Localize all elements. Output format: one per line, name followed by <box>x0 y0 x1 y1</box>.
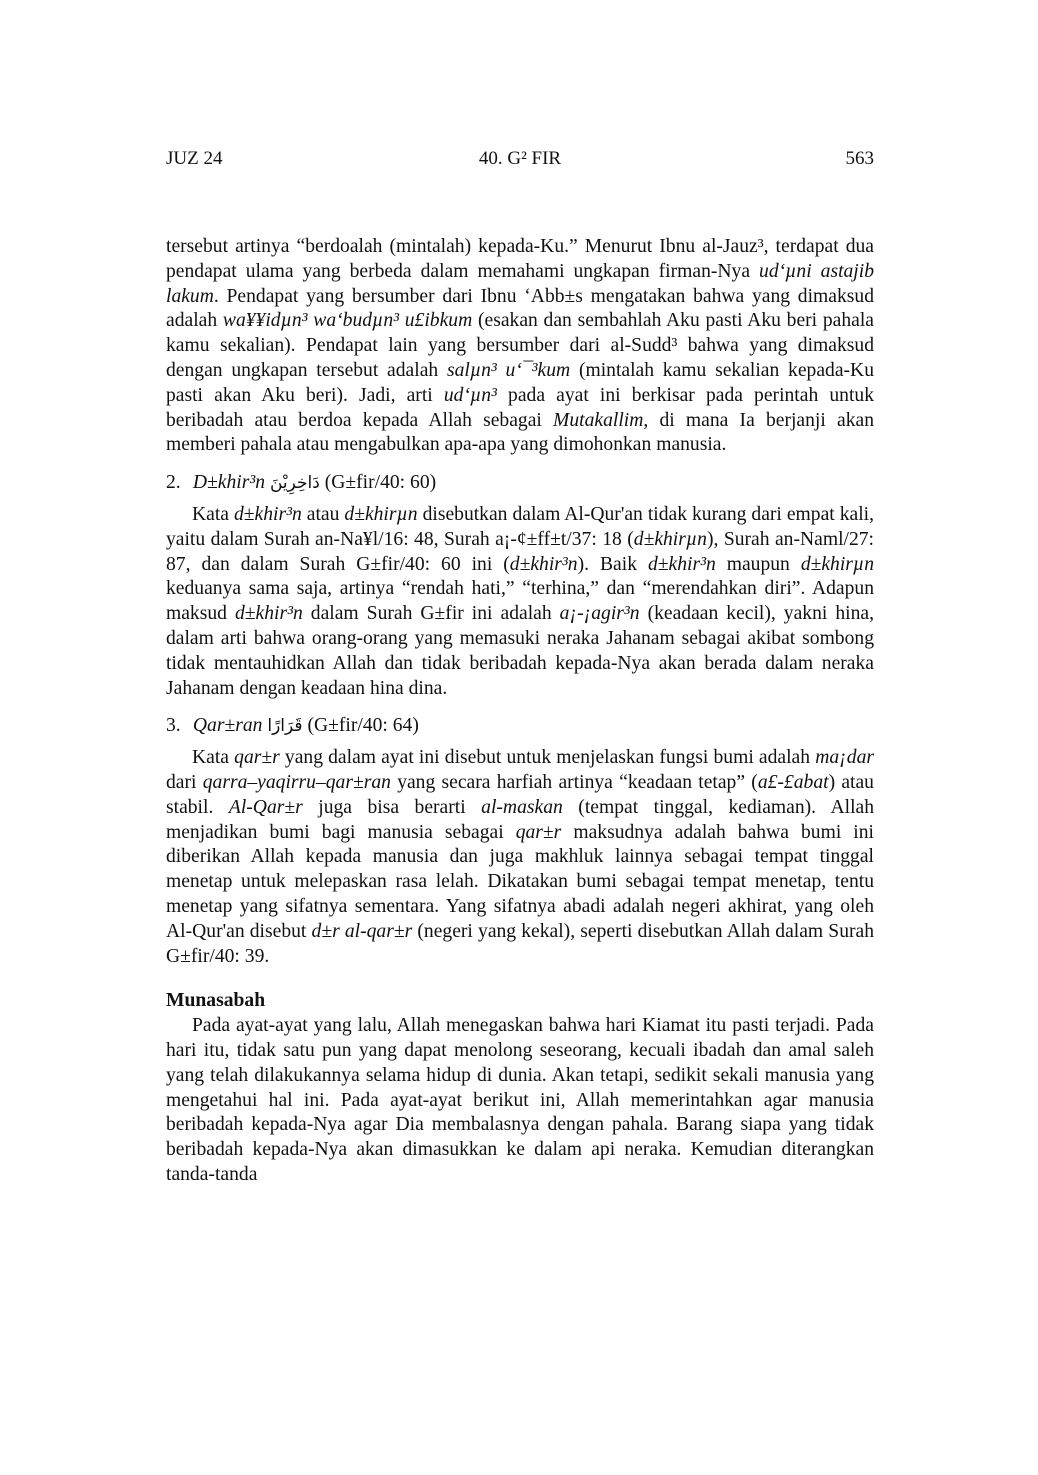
item-2-paragraph <box>166 503 874 701</box>
text: dari <box>166 771 203 793</box>
text: atau <box>301 503 345 525</box>
text: keduanya sama saja, artinya “rendah hati,” “terhina,” dan “merendahkan diri”. Adapun maksud <box>166 578 874 625</box>
text: ), Surah an-Naml/27: 87, dan dalam Surah G±fir/40: 60 ini ( <box>166 528 874 575</box>
transliteration: a£-£abat <box>757 771 829 793</box>
item-term: D±khir³n <box>192 472 266 494</box>
item-term: Qar±ran <box>192 715 263 737</box>
page-number: 563 <box>845 148 874 169</box>
surah-title: 40. G² FIR <box>478 148 562 169</box>
text: (tempat tinggal, kediaman). Allah menjadikan bumi bagi manusia sebagai <box>166 796 875 843</box>
transliteration: d±r al-qar±r <box>311 920 413 942</box>
page-body <box>166 235 874 1188</box>
item-3-heading <box>166 714 874 739</box>
text: maksudnya adalah bahwa bumi ini diberikan Allah kepada manusia dan juga makhluk lainnya sebagai tempat tinggal menetap untuk melepaskan rasa lelah. Dikatakan bumi sebagai tempat menetap, tentu menetap yang sifatnya sementara. Yang sifatnya abadi adalah negeri akhirat, yang oleh Al-Qur'an disebut <box>166 821 874 942</box>
transliteration: wa¥¥idµn³ wa‘budµn³ u£ibkum <box>222 310 473 332</box>
transliteration: ud‘µn³ <box>443 384 497 406</box>
item-reference: (G±fir/40: 64) <box>307 715 419 737</box>
transliteration: qar±r <box>234 747 280 769</box>
transliteration: al-maskan <box>481 796 563 818</box>
item-number: 3. <box>166 715 181 737</box>
transliteration: qarra–yaqirru–qar±ran <box>202 771 391 793</box>
transliteration: d±khir³n <box>647 553 716 575</box>
arabic-term: دَاخِرِيْنَ <box>269 473 320 494</box>
transliteration: ma¡dar <box>815 747 874 769</box>
text: yang secara harfiah artinya “keadaan tetap” ( <box>390 771 758 793</box>
transliteration: a¡-¡agir³n <box>559 603 640 625</box>
intro-paragraph <box>166 235 874 458</box>
transliteration: d±khirµn <box>633 528 707 550</box>
transliteration: d±khirµn <box>800 553 875 575</box>
text: Kata <box>192 747 235 769</box>
text: ) atau stabil. <box>166 771 874 818</box>
text: , di mana Ia berjanji akan memberi pahala atau mengabulkan apa-apa yang dimohonkan manusia. <box>166 409 874 456</box>
transliteration: d±khir³n <box>233 503 302 525</box>
text: (keadaan kecil), yakni hina, dalam arti bahwa orang-orang yang memasuki neraka Jahanam sebagai akibat sombong tidak mentauhidkan Allah dan tidak beribadah kepada-Nya akan berada dalam neraka Jahanam dengan keadaan hina dina. <box>166 603 874 699</box>
text: . Pendapat yang bersumber dari Ibnu ‘Abb±s mengatakan bahwa yang dimaksud adalah <box>166 285 874 332</box>
juz-label: JUZ 24 <box>166 148 223 169</box>
item-reference: (G±fir/40: 60) <box>324 472 437 494</box>
transliteration: qar±r <box>515 821 562 843</box>
transliteration: d±khir³n <box>234 603 303 625</box>
text: dalam Surah G±fir ini adalah <box>302 603 560 625</box>
munasabah-heading: Munasabah <box>166 990 266 1012</box>
text: (negeri yang kekal), seperti disebutkan Allah dalam Surah G±fir/40: 39. <box>166 920 875 967</box>
page-header <box>166 146 874 172</box>
transliteration: Mutakallim <box>553 409 644 431</box>
transliteration: d±khirµn <box>344 503 418 525</box>
text: maupun <box>715 553 801 575</box>
text: yang dalam ayat ini disebut untuk menjelaskan fungsi bumi adalah <box>279 747 816 769</box>
item-3-paragraph <box>166 746 874 969</box>
text: (esakan dan sembahlah Aku pasti Aku beri pahala kamu sekalian). Pendapat lain yang bersumber dari al-Sudd³ bahwa yang dimaksud dengan ungkapan tersebut adalah <box>166 310 874 381</box>
text: juga bisa berarti <box>302 796 482 818</box>
text: tersebut artinya “berdoalah (mintalah) kepada-Ku.” Menurut Ibnu al-Jauz³, terdapat dua pendapat ulama yang berbeda dalam memahami ungkapan firman-Nya <box>166 236 874 282</box>
text: pada ayat ini berkisar pada perintah untuk beribadah atau berdoa kepada Allah sebagai <box>166 384 875 431</box>
transliteration: salµn³ u‘¯³kum <box>446 359 571 381</box>
text: disebutkan dalam Al-Qur'an tidak kurang dari empat kali, yaitu dalam Surah an-Na¥l/16: 48, Surah a¡-¢±ff±t/37: 18 ( <box>166 503 874 550</box>
munasabah-paragraph: Pada ayat-ayat yang lalu, Allah menegaskan bahwa hari Kiamat itu pasti terjadi. Pada hari itu, tidak satu pun yang dapat menolong seseorang, kecuali ibadah dan amal saleh yang telah dilakukannya selama hidup di dunia. Akan tetapi, sedikit sekali manusia yang mengetahui hal ini. Pada ayat-ayat berikut ini, Allah memerintahkan agar manusia beribadah kepada-Nya agar Dia membalasnya dengan pahala. Barang siapa yang tidak beribadah kepada-Nya akan dimasukkan ke dalam api neraka. Kemudian diterangkan tanda-tanda <box>166 1015 874 1185</box>
transliteration: d±khir³n <box>509 553 578 575</box>
text: ). Baik <box>577 553 648 575</box>
arabic-term: قَرَارًا <box>267 716 303 737</box>
transliteration: ud‘µni astajib lakum <box>166 260 874 307</box>
item-2-heading <box>166 471 874 496</box>
text: Kata <box>192 503 234 525</box>
item-number: 2. <box>166 472 181 494</box>
text: (mintalah kamu sekalian kepada-Ku pasti akan Aku beri). Jadi, arti <box>166 359 874 406</box>
transliteration: Al-Qar±r <box>228 796 303 818</box>
